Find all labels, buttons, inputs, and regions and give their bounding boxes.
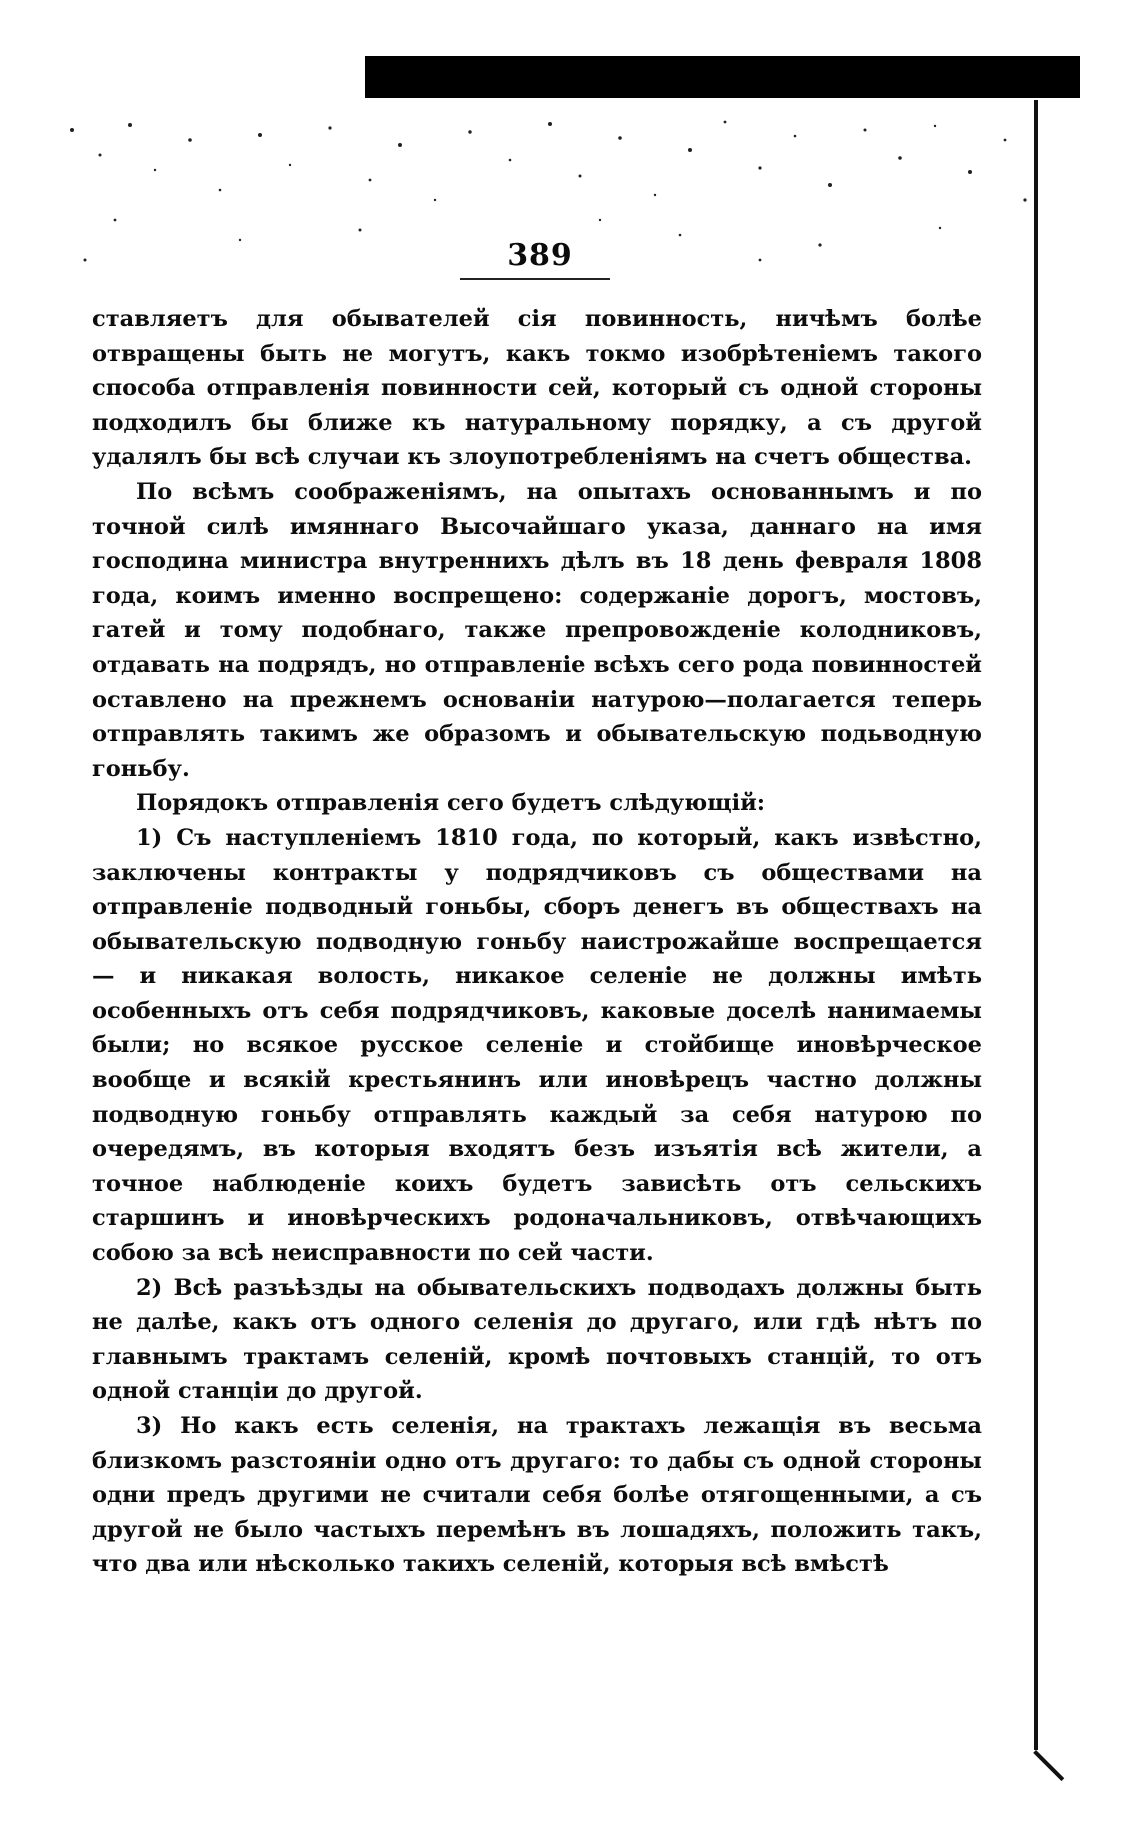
body-text xyxy=(92,302,982,1582)
page-number-underline xyxy=(460,278,610,280)
paragraph: По всѣмъ соображеніямъ, на опытахъ основаннымъ и по точной силѣ имяннаго Высочайшаго указа, даннаго на имя господина министра внутреннихъ дѣлъ въ 18 день февраля 1808 года, коимъ именно воспрещено: содержаніе дорогъ, мостовъ, гатей и тому подобнаго, также препровожденіе колодниковъ, отдавать на подрядъ, но отправленіе всѣхъ сего рода повинностей оставлено на прежнемъ основаніи натурою—полагается теперь отправлять такимъ же образомъ и обывательскую подьводную гоньбу. xyxy=(92,478,982,782)
paragraph: 2) Всѣ разъѣзды на обывательскихъ подводахъ должны быть не далѣе, какъ отъ одного селенія до другаго, или гдѣ нѣтъ по главнымъ трактамъ селеній, кромѣ почтовыхъ станцій, то отъ одной станціи до другой. xyxy=(92,1274,982,1405)
paragraph: ставляетъ для обывателей сія повинность, ничѣмъ болѣе отвращены быть не могутъ, какъ токмо изобрѣтеніемъ такого способа отправленія повинности сей, который съ одной стороны подходилъ бы ближе къ натуральному порядку, а съ другой удалялъ бы всѣ случаи къ злоупотребленіямъ на счетъ общества. xyxy=(92,306,982,471)
scan-redaction-bar xyxy=(365,56,1080,98)
page-number: 389 xyxy=(507,238,573,273)
paragraph: 3) Но какъ есть селенія, на трактахъ лежащія въ весьма близкомъ разстояніи одно отъ другаго: то дабы съ одной стороны одни предъ другими не считали себя болѣе отягощенными, а съ другой не было частыхъ перемѣнъ въ лошадяхъ, положить такъ, что два или нѣсколько такихъ селеній, которыя всѣ вмѣстѣ xyxy=(92,1413,982,1578)
paragraph: Порядокъ отправленія сего будетъ слѣдующій: xyxy=(136,790,766,817)
paragraph: 1) Съ наступленіемъ 1810 года, по который, какъ извѣстно, заключены контракты у подрядчиковъ съ обществами на отправленіе подводный гоньбы, сборъ денегъ въ обществахъ на обывательскую подводную гоньбу наистрожайше воспрещается — и никакая волость, никакое селеніе не должны имѣть особенныхъ отъ себя подрядчиковъ, каковые доселѣ нанимаемы были; но всякое русское селеніе и стойбище иновѣрческое вообще и всякій крестьянинъ или иновѣрецъ частно должны подводную гоньбу отправлять каждый за себя натурою по очередямъ, въ которыя входятъ безъ изъятія всѣ жители, а точное наблюденіе коихъ будетъ зависѣть отъ сельскихъ старшинъ и иновѣрческихъ родоначальниковъ, отвѣчающихъ собою за всѣ неисправности по сей части. xyxy=(92,824,982,1267)
page-edge-corner xyxy=(1033,1750,1064,1781)
page-edge-line xyxy=(1034,100,1038,1750)
